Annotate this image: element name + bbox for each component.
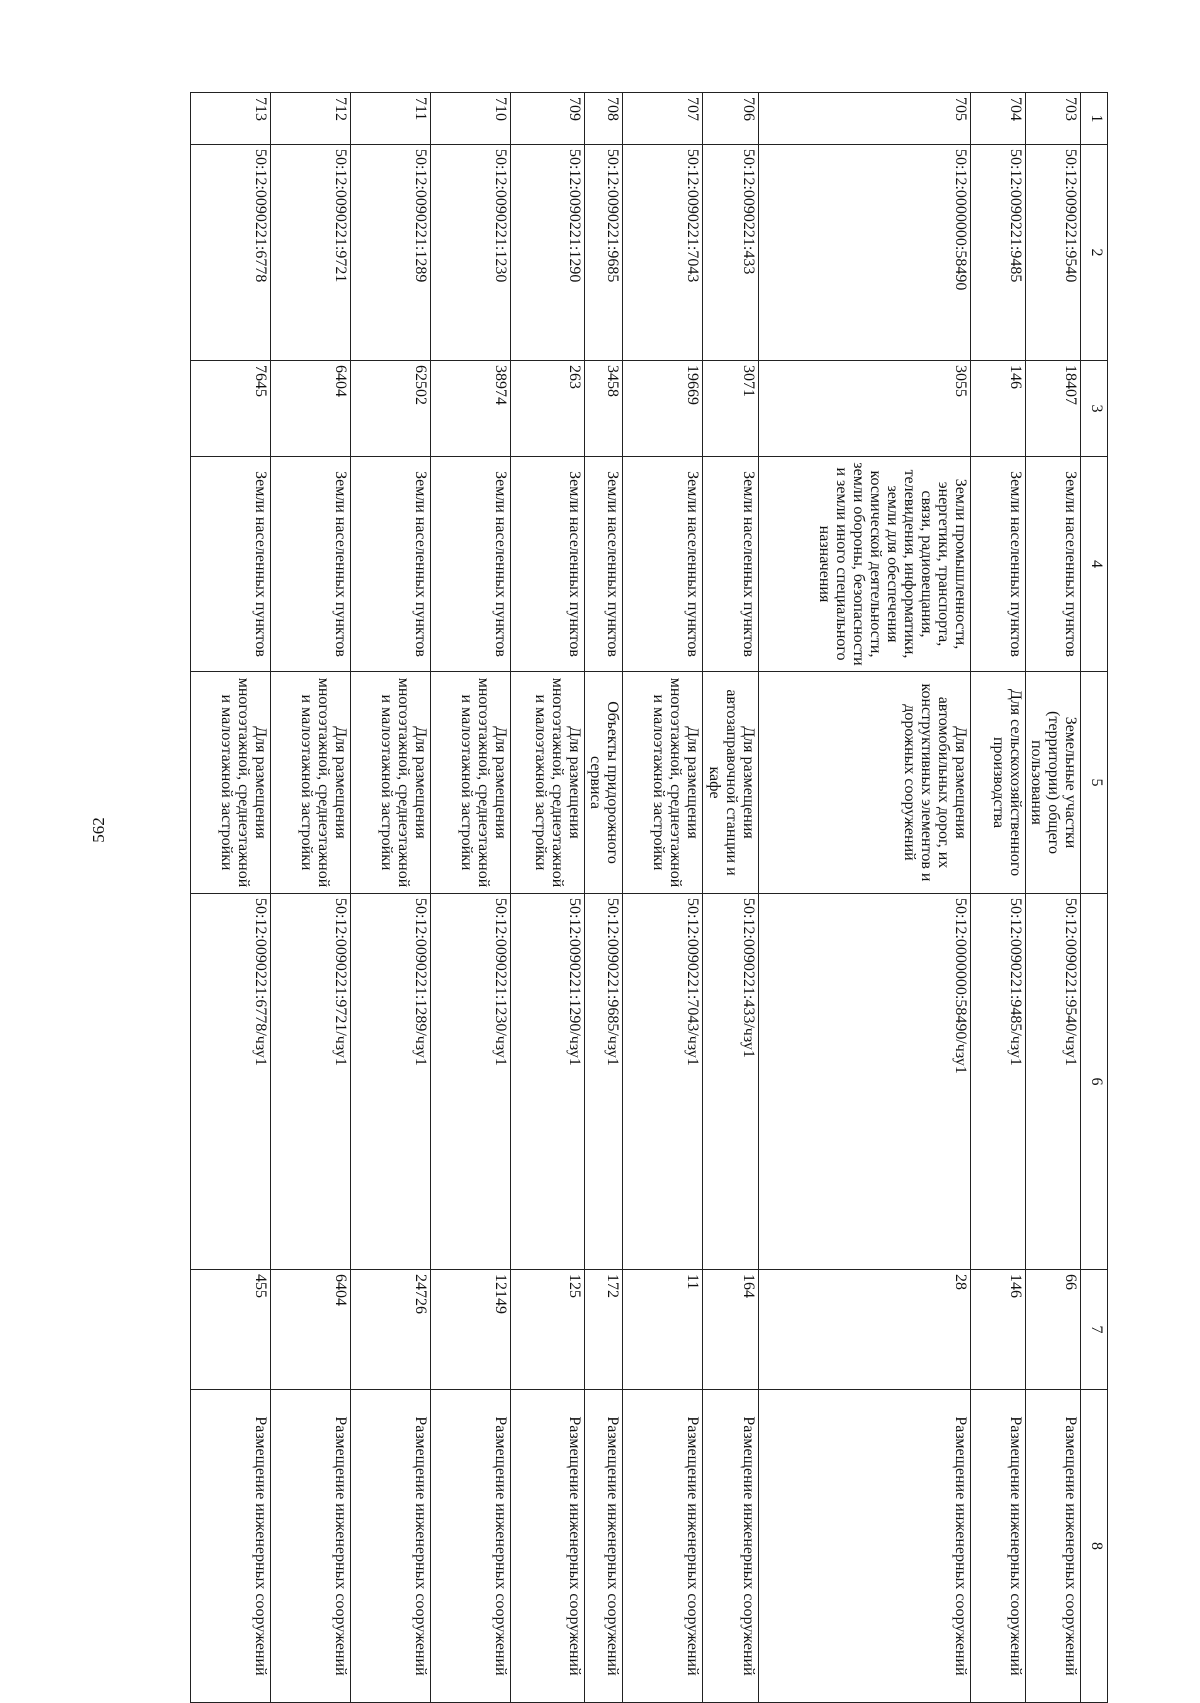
header-cell: 4	[1081, 457, 1108, 672]
part-area: 11	[623, 1270, 703, 1390]
plot-area: 62502	[351, 361, 431, 457]
plot-area: 6404	[271, 361, 351, 457]
plot-area: 263	[511, 361, 585, 457]
table-row	[623, 93, 703, 1703]
part-number: 50:12:0090221:6778/чзу1	[191, 894, 271, 1270]
table-row	[191, 93, 271, 1703]
cadastral-number: 50:12:0000000:58490	[759, 145, 971, 361]
cadastral-number: 50:12:0090221:9485	[971, 145, 1026, 361]
part-area: 6404	[271, 1270, 351, 1390]
part-area: 172	[585, 1270, 623, 1390]
header-cell: 8	[1081, 1390, 1108, 1703]
part-number: 50:12:0090221:1230/чзу1	[431, 894, 511, 1270]
land-category: Земли населенных пунктов	[703, 457, 759, 672]
purpose: Размещение инженерных сооружений	[971, 1390, 1026, 1703]
permitted-use: Для размещения многоэтажной, среднеэтажной и малоэтажной застройки	[623, 672, 703, 894]
row-number: 703	[1026, 93, 1081, 145]
land-category: Земли населенных пунктов	[585, 457, 623, 672]
land-category: Земли населенных пунктов	[351, 457, 431, 672]
purpose: Размещение инженерных сооружений	[271, 1390, 351, 1703]
purpose: Размещение инженерных сооружений	[1026, 1390, 1081, 1703]
permitted-use: Для размещения многоэтажной, среднеэтажной и малоэтажной застройки	[511, 672, 585, 894]
plot-area: 3071	[703, 361, 759, 457]
permitted-use: Для размещения многоэтажной, среднеэтажной и малоэтажной застройки	[351, 672, 431, 894]
plot-area: 3458	[585, 361, 623, 457]
plot-area: 19669	[623, 361, 703, 457]
land-category: Земли населенных пунктов	[971, 457, 1026, 672]
part-area: 164	[703, 1270, 759, 1390]
row-number: 711	[351, 93, 431, 145]
part-area: 12149	[431, 1270, 511, 1390]
land-plots-table	[190, 92, 1108, 1703]
table-row	[585, 93, 623, 1703]
table-row	[431, 93, 511, 1703]
cadastral-number: 50:12:0090221:1290	[511, 145, 585, 361]
purpose: Размещение инженерных сооружений	[759, 1390, 971, 1703]
page-number: 562	[89, 817, 108, 843]
row-number: 710	[431, 93, 511, 145]
plot-area: 38974	[431, 361, 511, 457]
table-row	[271, 93, 351, 1703]
part-number: 50:12:0090221:9685/чзу1	[585, 894, 623, 1270]
purpose: Размещение инженерных сооружений	[431, 1390, 511, 1703]
row-number: 707	[623, 93, 703, 145]
row-number: 712	[271, 93, 351, 145]
land-category: Земли населенных пунктов	[511, 457, 585, 672]
part-area: 24726	[351, 1270, 431, 1390]
plot-area: 3055	[759, 361, 971, 457]
cadastral-number: 50:12:0090221:7043	[623, 145, 703, 361]
permitted-use: Земельные участки (территории) общего пользования	[1026, 672, 1081, 894]
land-category: Земли населенных пунктов	[431, 457, 511, 672]
table-row	[511, 93, 585, 1703]
land-category: Земли населенных пунктов	[271, 457, 351, 672]
row-number: 704	[971, 93, 1026, 145]
row-number: 709	[511, 93, 585, 145]
part-number: 50:12:0090221:433/чзу1	[703, 894, 759, 1270]
part-area: 455	[191, 1270, 271, 1390]
row-number: 708	[585, 93, 623, 145]
part-area: 28	[759, 1270, 971, 1390]
part-number: 50:12:0000000:58490/чзу1	[759, 894, 971, 1270]
cadastral-number: 50:12:0090221:433	[703, 145, 759, 361]
cadastral-number: 50:12:0090221:1230	[431, 145, 511, 361]
row-number: 705	[759, 93, 971, 145]
table-row	[703, 93, 759, 1703]
permitted-use: Для размещения автозаправочной станции и кафе	[703, 672, 759, 894]
purpose: Размещение инженерных сооружений	[191, 1390, 271, 1703]
row-number: 706	[703, 93, 759, 145]
purpose: Размещение инженерных сооружений	[585, 1390, 623, 1703]
cadastral-number: 50:12:0090221:1289	[351, 145, 431, 361]
header-cell: 6	[1081, 894, 1108, 1270]
header-cell: 7	[1081, 1270, 1108, 1390]
purpose: Размещение инженерных сооружений	[703, 1390, 759, 1703]
purpose: Размещение инженерных сооружений	[351, 1390, 431, 1703]
part-number: 50:12:0090221:9485/чзу1	[971, 894, 1026, 1270]
plot-area: 7645	[191, 361, 271, 457]
permitted-use: Для размещения многоэтажной, среднеэтажной и малоэтажной застройки	[431, 672, 511, 894]
permitted-use: Объекты придорожного сервиса	[585, 672, 623, 894]
header-row	[1081, 93, 1108, 1703]
cadastral-number: 50:12:0090221:6778	[191, 145, 271, 361]
permitted-use: Для размещения автомобильных дорог, их конструктивных элементов и дорожных сооружений	[759, 672, 971, 894]
part-area: 66	[1026, 1270, 1081, 1390]
permitted-use: Для размещения многоэтажной, среднеэтажной и малоэтажной застройки	[191, 672, 271, 894]
header-cell: 5	[1081, 672, 1108, 894]
cadastral-number: 50:12:0090221:9540	[1026, 145, 1081, 361]
land-category: Земли населенных пунктов	[623, 457, 703, 672]
cadastral-number: 50:12:0090221:9721	[271, 145, 351, 361]
table-row	[759, 93, 971, 1703]
permitted-use: Для сельскохозяйственного производства	[971, 672, 1026, 894]
part-number: 50:12:0090221:7043/чзу1	[623, 894, 703, 1270]
table-row	[351, 93, 431, 1703]
part-area: 146	[971, 1270, 1026, 1390]
land-category: Земли промышленности, энергетики, транспорта, связи, радиовещания, телевидения, информатики, земли для обеспечения космической деятельности, земли обороны, безопасности и земли иного специального назначения	[759, 457, 971, 672]
table-row	[1026, 93, 1081, 1703]
part-area: 125	[511, 1270, 585, 1390]
purpose: Размещение инженерных сооружений	[511, 1390, 585, 1703]
header-cell: 3	[1081, 361, 1108, 457]
header-cell: 2	[1081, 145, 1108, 361]
plot-area: 146	[971, 361, 1026, 457]
part-number: 50:12:0090221:1289/чзу1	[351, 894, 431, 1270]
purpose: Размещение инженерных сооружений	[623, 1390, 703, 1703]
header-cell: 1	[1081, 93, 1108, 145]
land-category: Земли населенных пунктов	[191, 457, 271, 672]
plot-area: 18407	[1026, 361, 1081, 457]
row-number: 713	[191, 93, 271, 145]
part-number: 50:12:0090221:9540/чзу1	[1026, 894, 1081, 1270]
part-number: 50:12:0090221:9721/чзу1	[271, 894, 351, 1270]
land-category: Земли населенных пунктов	[1026, 457, 1081, 672]
permitted-use: Для размещения многоэтажной, среднеэтажной и малоэтажной застройки	[271, 672, 351, 894]
table-row	[971, 93, 1026, 1703]
part-number: 50:12:0090221:1290/чзу1	[511, 894, 585, 1270]
cadastral-number: 50:12:0090221:9685	[585, 145, 623, 361]
